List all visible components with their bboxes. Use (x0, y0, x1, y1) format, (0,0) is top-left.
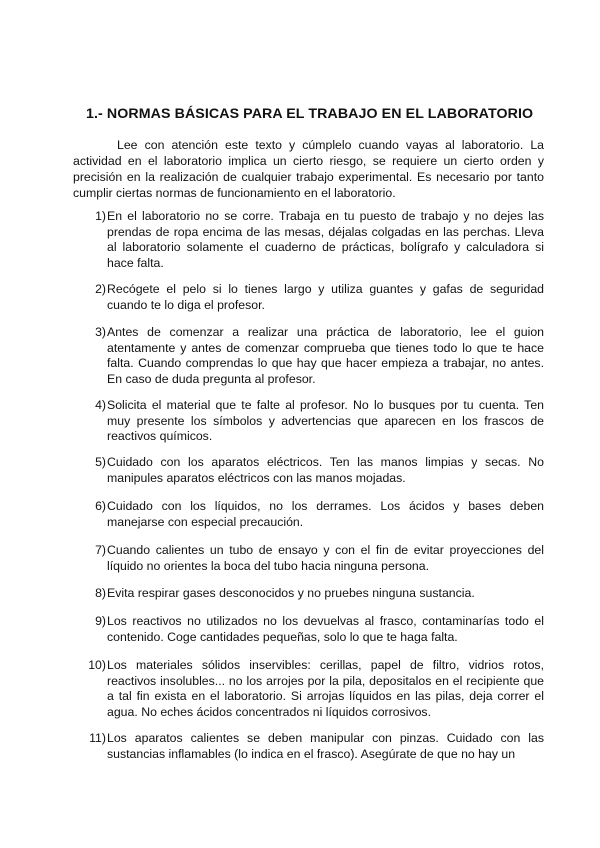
list-item (90, 282, 544, 313)
list-item (90, 658, 544, 720)
list-item-text: Antes de comenzar a realizar una práctica de laboratorio, lee el guion atentamente y antes de comenzar comprueba que tienes todo lo que te hace falta. Cuando comprendas lo que hay que hacer empieza a trabajar, no antes. En caso de duda pregunta al profesor. (107, 325, 544, 386)
list-item-text: En el laboratorio no se corre. Trabaja en tu puesto de trabajo y no dejes las prendas de ropa encima de las mesas, déjalas colgadas en las perchas. Lleva al laboratorio solamente el cuaderno de prácticas, bolígrafo y calculadora si hace falta. (107, 209, 544, 270)
list-item-number: 9) (95, 614, 106, 628)
list-item-number: 11) (89, 731, 106, 745)
list-item-text: Los reactivos no utilizados no los devuelvas al frasco, contaminarías todo el contenido. Coge cantidades pequeñas, solo lo que te haga falta. (107, 614, 544, 644)
list-item (90, 731, 544, 762)
list-item-number: 2) (95, 282, 106, 296)
list-item-text: Cuidado con los aparatos eléctricos. Ten las manos limpias y secas. No manipules aparatos eléctricos con las manos mojadas. (107, 455, 544, 485)
list-item-text: Los aparatos calientes se deben manipular con pinzas. Cuidado con las sustancias inflamables (lo indica en el frasco). Asegúrate de que no hay un (107, 731, 544, 761)
list-item-number: 8) (95, 586, 106, 600)
list-item (90, 586, 544, 602)
list-item-number: 10) (88, 658, 106, 672)
list-item (90, 209, 544, 271)
list-item-number: 4) (95, 398, 106, 412)
list-item-text: Recógete el pelo si lo tienes largo y utiliza guantes y gafas de seguridad cuando te lo diga el profesor. (107, 282, 544, 312)
list-item-text: Cuando calientes un tubo de ensayo y con el fin de evitar proyecciones del líquido no orientes la boca del tubo hacia ninguna persona. (107, 543, 544, 573)
list-item (90, 543, 544, 574)
intro-paragraph: Lee con atención este texto y cúmplelo cuando vayas al laboratorio. La actividad en el laboratorio implica un cierto riesgo, se requiere un cierto orden y precisión en la realización de cualquier trabajo experimental. Es necesario por tanto cumplir ciertas normas de funcionamiento en el laboratorio. (73, 138, 544, 200)
list-item (90, 398, 544, 445)
list-item-text: Solicita el material que te falte al profesor. No lo busques por tu cuenta. Ten muy presente los símbolos y advertencias que aparecen en los frascos de reactivos químicos. (107, 398, 544, 443)
list-item-number: 3) (95, 325, 106, 339)
list-item (90, 325, 544, 387)
page-title: 1.- NORMAS BÁSICAS PARA EL TRABAJO EN EL LABORATORIO (86, 106, 534, 122)
list-item (90, 614, 544, 645)
list-item (90, 455, 544, 486)
list-item-number: 1) (95, 209, 106, 223)
list-item-text: Cuidado con los líquidos, no los derrames. Los ácidos y bases deben manejarse con especial precaución. (107, 499, 544, 529)
list-item-text: Los materiales sólidos inservibles: cerillas, papel de filtro, vidrios rotos, reactivos insolubles... no los arrojes por la pila, depositalos en el recipiente que a tal fin exista en el laboratorio. Si arrojas líquidos en las pilas, deja correr el agua. No eches ácidos concentrados ni líquidos corrosivos. (107, 658, 544, 719)
list-item-text: Evita respirar gases desconocidos y no pruebes ninguna sustancia. (107, 586, 475, 600)
list-item (90, 499, 544, 530)
list-item-number: 7) (95, 543, 106, 557)
list-item-number: 6) (95, 499, 106, 513)
list-item-number: 5) (95, 455, 106, 469)
